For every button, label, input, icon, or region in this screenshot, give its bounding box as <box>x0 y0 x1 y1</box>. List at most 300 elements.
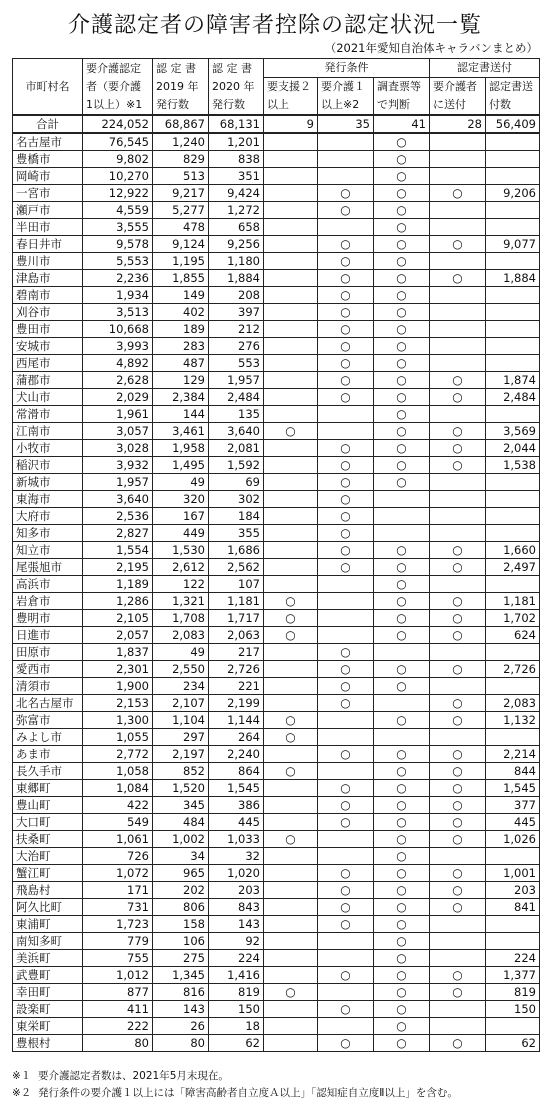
cond-yokaigo1: ○ <box>318 882 374 899</box>
send-to-person: ○ <box>430 899 486 916</box>
cond-survey: ○ <box>374 151 430 168</box>
municipality-name: 愛西市 <box>13 661 83 678</box>
send-to-person: ○ <box>430 1035 486 1052</box>
issued-2019: 275 <box>153 950 209 967</box>
cond-yokaigo1 <box>318 950 374 967</box>
cond-yokaigo1: ○ <box>318 967 374 984</box>
issued-2020: 819 <box>209 984 264 1001</box>
cond-survey: ○ <box>374 678 430 695</box>
certified-count: 5,553 <box>83 253 153 270</box>
cond-yoshien2 <box>264 287 318 304</box>
certified-count: 755 <box>83 950 153 967</box>
cond-yokaigo1: ○ <box>318 1035 374 1052</box>
issued-2020: 264 <box>209 729 264 746</box>
send-to-person: ○ <box>430 984 486 1001</box>
certified-count: 4,892 <box>83 355 153 372</box>
send-to-person: ○ <box>430 814 486 831</box>
send-count: 150 <box>486 1001 540 1018</box>
issued-2019: 144 <box>153 406 209 423</box>
cond-yokaigo1: ○ <box>318 797 374 814</box>
certified-count: 2,105 <box>83 610 153 627</box>
cond-yoshien2: ○ <box>264 984 318 1001</box>
table-row <box>13 1035 540 1052</box>
send-count <box>486 508 540 525</box>
issued-2019: 829 <box>153 151 209 168</box>
certified-count: 1,061 <box>83 831 153 848</box>
send-count: 203 <box>486 882 540 899</box>
cond-survey: ○ <box>374 831 430 848</box>
send-count: 9,206 <box>486 185 540 202</box>
send-to-person: ○ <box>430 593 486 610</box>
send-count: 1,660 <box>486 542 540 559</box>
issued-2020: 32 <box>209 848 264 865</box>
cond-yokaigo1: ○ <box>318 678 374 695</box>
municipality-name: 豊明市 <box>13 610 83 627</box>
send-to-person: ○ <box>430 661 486 678</box>
total-certified: 224,052 <box>83 115 153 133</box>
send-count: 1,702 <box>486 610 540 627</box>
cond-yoshien2 <box>264 746 318 763</box>
send-count: 377 <box>486 797 540 814</box>
cond-yoshien2 <box>264 950 318 967</box>
table-row <box>13 389 540 406</box>
issued-2019: 320 <box>153 491 209 508</box>
cond-yokaigo1: ○ <box>318 525 374 542</box>
cond-yoshien2 <box>264 967 318 984</box>
municipality-name: 長久手市 <box>13 763 83 780</box>
cond-yoshien2 <box>264 185 318 202</box>
cond-yokaigo1 <box>318 406 374 423</box>
issued-2019: 34 <box>153 848 209 865</box>
send-to-person <box>430 729 486 746</box>
table-row <box>13 287 540 304</box>
send-to-person <box>430 644 486 661</box>
send-count <box>486 253 540 270</box>
send-count <box>486 202 540 219</box>
send-to-person: ○ <box>430 270 486 287</box>
cond-yoshien2 <box>264 457 318 474</box>
table-row <box>13 763 540 780</box>
municipality-name: 江南市 <box>13 423 83 440</box>
send-to-person <box>430 508 486 525</box>
issued-2020: 1,884 <box>209 270 264 287</box>
issued-2020: 9,256 <box>209 236 264 253</box>
municipality-name: 飛島村 <box>13 882 83 899</box>
footnotes <box>12 1068 458 1102</box>
cond-yoshien2: ○ <box>264 610 318 627</box>
cond-yokaigo1 <box>318 984 374 1001</box>
municipality-name: 新城市 <box>13 474 83 491</box>
table-row <box>13 916 540 933</box>
issued-2019: 9,217 <box>153 185 209 202</box>
table-row <box>13 831 540 848</box>
certified-count: 411 <box>83 1001 153 1018</box>
table-row <box>13 950 540 967</box>
cond-yokaigo1 <box>318 1018 374 1035</box>
send-count <box>486 678 540 695</box>
issued-2020: 351 <box>209 168 264 185</box>
certified-count: 2,153 <box>83 695 153 712</box>
send-to-person: ○ <box>430 865 486 882</box>
issued-2019: 189 <box>153 321 209 338</box>
cond-yokaigo1: ○ <box>318 746 374 763</box>
cond-yokaigo1: ○ <box>318 321 374 338</box>
cond-yokaigo1: ○ <box>318 661 374 678</box>
issued-2020: 217 <box>209 644 264 661</box>
municipality-name: 豊根村 <box>13 1035 83 1052</box>
cond-yoshien2 <box>264 525 318 542</box>
cond-yokaigo1: ○ <box>318 559 374 576</box>
issued-2020: 553 <box>209 355 264 372</box>
issued-2020: 203 <box>209 882 264 899</box>
cond-yoshien2 <box>264 882 318 899</box>
table-row <box>13 321 540 338</box>
header-send-to-person: 要介護者 に送付 <box>430 78 486 116</box>
certified-count: 877 <box>83 984 153 1001</box>
cond-yokaigo1: ○ <box>318 1001 374 1018</box>
cond-survey: ○ <box>374 576 430 593</box>
certified-count: 3,640 <box>83 491 153 508</box>
cond-yokaigo1: ○ <box>318 202 374 219</box>
issued-2019: 1,958 <box>153 440 209 457</box>
table-row <box>13 542 540 559</box>
cond-survey: ○ <box>374 236 430 253</box>
issued-2020: 1,416 <box>209 967 264 984</box>
issued-2020: 107 <box>209 576 264 593</box>
certified-count: 2,057 <box>83 627 153 644</box>
cond-yoshien2 <box>264 202 318 219</box>
table-row <box>13 797 540 814</box>
certified-count: 731 <box>83 899 153 916</box>
cond-survey: ○ <box>374 1001 430 1018</box>
send-count: 2,726 <box>486 661 540 678</box>
issued-2020: 276 <box>209 338 264 355</box>
municipality-name: 設楽町 <box>13 1001 83 1018</box>
cond-survey <box>374 525 430 542</box>
cond-yoshien2: ○ <box>264 423 318 440</box>
cond-yokaigo1: ○ <box>318 372 374 389</box>
send-to-person <box>430 338 486 355</box>
certified-count: 1,837 <box>83 644 153 661</box>
issued-2020: 135 <box>209 406 264 423</box>
municipality-name: 刈谷市 <box>13 304 83 321</box>
issued-2019: 478 <box>153 219 209 236</box>
cond-yoshien2 <box>264 797 318 814</box>
cond-survey: ○ <box>374 457 430 474</box>
issued-2019: 167 <box>153 508 209 525</box>
municipality-name: 尾張旭市 <box>13 559 83 576</box>
header-cond-yoshien2: 要支援２ 以上 <box>264 78 318 116</box>
issued-2020: 2,484 <box>209 389 264 406</box>
municipality-name: 豊田市 <box>13 321 83 338</box>
cond-yokaigo1 <box>318 933 374 950</box>
issued-2020: 9,424 <box>209 185 264 202</box>
cond-yokaigo1 <box>318 576 374 593</box>
cond-yokaigo1: ○ <box>318 916 374 933</box>
cond-survey: ○ <box>374 950 430 967</box>
send-to-person: ○ <box>430 695 486 712</box>
municipality-name: 美浜町 <box>13 950 83 967</box>
cond-survey: ○ <box>374 559 430 576</box>
send-to-person: ○ <box>430 712 486 729</box>
municipality-name: 瀬戸市 <box>13 202 83 219</box>
issued-2019: 129 <box>153 372 209 389</box>
cond-survey: ○ <box>374 542 430 559</box>
cond-survey: ○ <box>374 474 430 491</box>
send-to-person <box>430 916 486 933</box>
send-count <box>486 321 540 338</box>
table-row <box>13 712 540 729</box>
send-count: 62 <box>486 1035 540 1052</box>
issued-2019: 1,240 <box>153 133 209 151</box>
cond-yokaigo1: ○ <box>318 474 374 491</box>
table-row <box>13 270 540 287</box>
cond-yoshien2 <box>264 865 318 882</box>
send-to-person: ○ <box>430 882 486 899</box>
cond-survey: ○ <box>374 933 430 950</box>
send-to-person <box>430 933 486 950</box>
cond-survey: ○ <box>374 661 430 678</box>
issued-2019: 122 <box>153 576 209 593</box>
issued-2019: 1,002 <box>153 831 209 848</box>
send-count: 624 <box>486 627 540 644</box>
table-row <box>13 593 540 610</box>
certified-count: 2,827 <box>83 525 153 542</box>
municipality-name: 豊橋市 <box>13 151 83 168</box>
cond-yoshien2 <box>264 899 318 916</box>
issued-2019: 1,321 <box>153 593 209 610</box>
certified-count: 222 <box>83 1018 153 1035</box>
send-to-person <box>430 287 486 304</box>
municipality-name: 名古屋市 <box>13 133 83 151</box>
municipality-name: 幸田町 <box>13 984 83 1001</box>
issued-2020: 302 <box>209 491 264 508</box>
table-row <box>13 338 540 355</box>
certified-count: 3,932 <box>83 457 153 474</box>
cond-survey: ○ <box>374 253 430 270</box>
cond-yokaigo1 <box>318 168 374 185</box>
table-row <box>13 746 540 763</box>
send-to-person: ○ <box>430 440 486 457</box>
table-row <box>13 814 540 831</box>
table-row <box>13 202 540 219</box>
issued-2019: 1,495 <box>153 457 209 474</box>
cond-yoshien2 <box>264 219 318 236</box>
cond-yoshien2 <box>264 133 318 151</box>
table-row <box>13 440 540 457</box>
send-to-person <box>430 406 486 423</box>
cond-survey: ○ <box>374 321 430 338</box>
cond-survey: ○ <box>374 899 430 916</box>
send-count <box>486 168 540 185</box>
send-to-person: ○ <box>430 610 486 627</box>
cond-yoshien2 <box>264 916 318 933</box>
certified-count: 3,513 <box>83 304 153 321</box>
table-row <box>13 133 540 151</box>
header-cond-yokaigo1: 要介護１ 以上※2 <box>318 78 374 116</box>
table-row <box>13 729 540 746</box>
municipality-name: 知多市 <box>13 525 83 542</box>
send-count <box>486 151 540 168</box>
cond-yoshien2: ○ <box>264 712 318 729</box>
send-count: 3,569 <box>486 423 540 440</box>
cond-survey: ○ <box>374 287 430 304</box>
table-row <box>13 355 540 372</box>
header-cond-survey: 調査票等 で判断 <box>374 78 430 116</box>
issued-2020: 2,081 <box>209 440 264 457</box>
total-issued-2019: 68,867 <box>153 115 209 133</box>
certified-count: 2,029 <box>83 389 153 406</box>
municipality-name: 大治町 <box>13 848 83 865</box>
cond-yokaigo1: ○ <box>318 508 374 525</box>
issued-2020: 150 <box>209 1001 264 1018</box>
issued-2019: 106 <box>153 933 209 950</box>
send-count: 1,026 <box>486 831 540 848</box>
send-to-person: ○ <box>430 797 486 814</box>
cond-yokaigo1 <box>318 219 374 236</box>
cond-yokaigo1: ○ <box>318 185 374 202</box>
send-count: 224 <box>486 950 540 967</box>
issued-2020: 1,957 <box>209 372 264 389</box>
header-issued-2020: 認 定 書 2020 年 発行数 <box>209 59 264 116</box>
certified-count: 1,286 <box>83 593 153 610</box>
table-row <box>13 865 540 882</box>
certified-count: 1,072 <box>83 865 153 882</box>
issued-2019: 1,530 <box>153 542 209 559</box>
cond-yoshien2 <box>264 372 318 389</box>
send-count: 1,545 <box>486 780 540 797</box>
cond-survey: ○ <box>374 814 430 831</box>
cond-yokaigo1 <box>318 627 374 644</box>
table-row <box>13 151 540 168</box>
issued-2019: 283 <box>153 338 209 355</box>
cond-yoshien2 <box>264 270 318 287</box>
issued-2019: 143 <box>153 1001 209 1018</box>
certified-count: 9,578 <box>83 236 153 253</box>
municipality-name: 岩倉市 <box>13 593 83 610</box>
certification-table <box>12 58 540 1052</box>
issued-2019: 234 <box>153 678 209 695</box>
issued-2019: 513 <box>153 168 209 185</box>
send-count: 1,132 <box>486 712 540 729</box>
footnote-2: ※２ 発行条件の要介護１以上には「障害高齢者自立度Ａ以上」「認知症自立度Ⅱ以上」を含む。 <box>12 1087 458 1099</box>
send-to-person <box>430 202 486 219</box>
issued-2019: 5,277 <box>153 202 209 219</box>
issued-2019: 2,107 <box>153 695 209 712</box>
certified-count: 2,628 <box>83 372 153 389</box>
municipality-name: 岡崎市 <box>13 168 83 185</box>
send-count <box>486 916 540 933</box>
send-count: 9,077 <box>486 236 540 253</box>
cond-survey: ○ <box>374 763 430 780</box>
table-row <box>13 933 540 950</box>
issued-2020: 92 <box>209 933 264 950</box>
issued-2020: 221 <box>209 678 264 695</box>
cond-yoshien2 <box>264 678 318 695</box>
cond-yoshien2 <box>264 151 318 168</box>
table-body <box>13 115 540 1052</box>
send-count: 2,484 <box>486 389 540 406</box>
total-send-count: 56,409 <box>486 115 540 133</box>
send-to-person <box>430 848 486 865</box>
municipality-name: みよし市 <box>13 729 83 746</box>
send-count <box>486 338 540 355</box>
cond-survey: ○ <box>374 780 430 797</box>
cond-yoshien2 <box>264 304 318 321</box>
table-row <box>13 304 540 321</box>
send-count <box>486 644 540 661</box>
issued-2020: 1,201 <box>209 133 264 151</box>
issued-2020: 1,033 <box>209 831 264 848</box>
municipality-name: 蒲郡市 <box>13 372 83 389</box>
certified-count: 3,555 <box>83 219 153 236</box>
cond-yoshien2 <box>264 236 318 253</box>
cond-survey: ○ <box>374 304 430 321</box>
send-to-person <box>430 304 486 321</box>
send-count <box>486 729 540 746</box>
municipality-name: 犬山市 <box>13 389 83 406</box>
table-row <box>13 610 540 627</box>
issued-2020: 2,199 <box>209 695 264 712</box>
certified-count: 1,723 <box>83 916 153 933</box>
cond-survey: ○ <box>374 593 430 610</box>
certified-count: 2,536 <box>83 508 153 525</box>
send-to-person <box>430 355 486 372</box>
issued-2019: 2,384 <box>153 389 209 406</box>
table-row <box>13 848 540 865</box>
issued-2020: 843 <box>209 899 264 916</box>
cond-yoshien2 <box>264 321 318 338</box>
municipality-name: 半田市 <box>13 219 83 236</box>
municipality-name: 東栄町 <box>13 1018 83 1035</box>
total-issued-2020: 68,131 <box>209 115 264 133</box>
send-count <box>486 848 540 865</box>
certified-count: 80 <box>83 1035 153 1052</box>
send-to-person: ○ <box>430 185 486 202</box>
cond-yokaigo1: ○ <box>318 542 374 559</box>
send-to-person <box>430 950 486 967</box>
municipality-name: 安城市 <box>13 338 83 355</box>
total-cond-survey: 41 <box>374 115 430 133</box>
municipality-name: 大府市 <box>13 508 83 525</box>
cond-yoshien2 <box>264 491 318 508</box>
cond-survey: ○ <box>374 338 430 355</box>
table-row <box>13 899 540 916</box>
send-to-person <box>430 321 486 338</box>
send-count <box>486 474 540 491</box>
cond-survey: ○ <box>374 423 430 440</box>
issued-2020: 18 <box>209 1018 264 1035</box>
issued-2019: 3,461 <box>153 423 209 440</box>
issued-2019: 487 <box>153 355 209 372</box>
table-row <box>13 559 540 576</box>
certified-count: 1,957 <box>83 474 153 491</box>
send-to-person: ○ <box>430 559 486 576</box>
cond-survey <box>374 508 430 525</box>
table-row <box>13 644 540 661</box>
certified-count: 549 <box>83 814 153 831</box>
certified-count: 1,300 <box>83 712 153 729</box>
cond-yokaigo1: ○ <box>318 814 374 831</box>
issued-2019: 965 <box>153 865 209 882</box>
issued-2020: 1,181 <box>209 593 264 610</box>
cond-yoshien2 <box>264 338 318 355</box>
cond-yokaigo1: ○ <box>318 389 374 406</box>
issued-2020: 2,726 <box>209 661 264 678</box>
certified-count: 3,057 <box>83 423 153 440</box>
issued-2019: 2,612 <box>153 559 209 576</box>
send-to-person: ○ <box>430 423 486 440</box>
